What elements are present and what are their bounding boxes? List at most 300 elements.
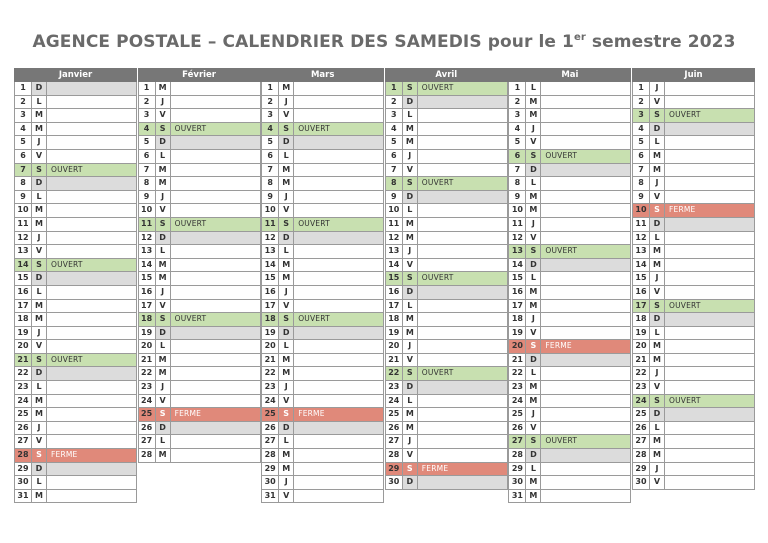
weekday-letter: V [156,204,171,217]
day-number: 15 [262,272,279,285]
day-number: 1 [139,82,156,95]
weekday-letter: V [156,300,171,313]
status-open: OUVERT [51,164,83,174]
day-number: 10 [509,204,526,217]
day-row [261,354,384,368]
weekday-letter: M [156,177,171,190]
day-row [261,435,384,449]
day-number: 23 [262,381,279,394]
day-number: 31 [15,490,32,503]
day-number: 16 [15,286,32,299]
day-row [385,313,508,327]
day-number: 25 [262,408,279,421]
weekday-letter: L [156,150,171,163]
weekday-letter: L [279,150,294,163]
day-row [508,136,631,150]
weekday-letter: V [526,136,541,149]
weekday-letter: M [32,204,47,217]
day-number: 22 [262,367,279,380]
status-open: OUVERT [298,123,330,133]
day-number: 4 [633,123,650,136]
day-number: 6 [15,150,32,163]
day-row [14,395,137,409]
day-number: 21 [386,354,403,367]
day-row [14,204,137,218]
day-number: 11 [633,218,650,231]
day-row [14,245,137,259]
day-row [261,463,384,477]
weekday-letter: L [650,327,665,340]
day-row [508,449,631,463]
month-header: Février [138,68,261,82]
day-row [508,422,631,436]
weekday-letter: D [526,259,541,272]
weekday-letter: D [650,313,665,326]
day-row [508,232,631,246]
weekday-letter: L [526,463,541,476]
day-number: 21 [15,354,32,367]
day-row [385,435,508,449]
day-number: 5 [139,136,156,149]
day-number: 24 [633,395,650,408]
weekday-letter: S [650,204,665,217]
weekday-letter: M [156,449,171,462]
weekday-letter: L [32,476,47,489]
page-title [0,32,768,52]
weekday-letter: M [32,109,47,122]
weekday-letter: V [279,395,294,408]
weekday-letter: M [156,367,171,380]
month-column [138,68,261,463]
status-open: OUVERT [421,368,454,378]
day-number: 8 [262,177,279,190]
day-row [14,96,137,110]
weekday-letter: M [32,490,47,503]
day-row [261,422,384,436]
day-row [261,476,384,490]
day-row [508,204,631,218]
day-number: 7 [509,164,526,177]
day-number: 13 [509,245,526,258]
day-number: 22 [386,367,403,380]
day-number: 10 [15,204,32,217]
weekday-letter: M [650,435,665,448]
day-row [138,449,261,463]
day-row [261,177,384,191]
day-row [14,109,137,123]
weekday-letter: M [650,259,665,272]
weekday-letter: V [403,259,418,272]
day-number: 23 [15,381,32,394]
day-row [14,177,137,191]
weekday-letter: M [32,218,47,231]
day-number: 23 [139,381,156,394]
day-row [508,395,631,409]
weekday-letter: M [403,422,418,435]
weekday-letter: S [403,82,418,95]
day-row [14,136,137,150]
weekday-letter: L [32,96,47,109]
status-closed: FERME [51,450,78,460]
day-row [14,259,137,273]
day-number: 3 [386,109,403,122]
weekday-letter: S [156,408,171,421]
day-number: 30 [15,476,32,489]
weekday-letter: J [403,150,418,163]
weekday-letter: J [279,286,294,299]
day-row [632,82,755,96]
day-row [138,286,261,300]
month-column [14,68,137,503]
day-number: 11 [15,218,32,231]
weekday-letter: S [279,313,294,326]
weekday-letter: M [403,327,418,340]
day-row [632,272,755,286]
day-row [261,367,384,381]
title-main: AGENCE POSTALE – CALENDRIER DES SAMEDIS pour le 1 [32,32,574,52]
day-number: 8 [139,177,156,190]
day-row [14,435,137,449]
weekday-letter: S [650,109,665,122]
weekday-letter: M [650,164,665,177]
day-number: 30 [509,476,526,489]
day-number: 2 [509,96,526,109]
day-row [138,82,261,96]
day-row [14,354,137,368]
day-number: 24 [139,395,156,408]
weekday-letter: V [650,96,665,109]
weekday-letter: M [403,136,418,149]
day-number: 9 [15,191,32,204]
day-row [385,123,508,137]
weekday-letter: S [526,340,541,353]
day-number: 19 [633,327,650,340]
weekday-letter: J [279,96,294,109]
day-number: 29 [15,463,32,476]
day-number: 17 [262,300,279,313]
day-row [385,150,508,164]
day-row [508,435,631,449]
weekday-letter: L [403,204,418,217]
status-open: OUVERT [174,123,207,133]
day-row [14,82,137,96]
weekday-letter: J [526,313,541,326]
weekday-letter: M [526,204,541,217]
day-row [632,354,755,368]
day-row [138,177,261,191]
day-row [385,449,508,463]
day-row [508,272,631,286]
day-number: 27 [386,435,403,448]
weekday-letter: D [650,408,665,421]
weekday-letter: V [403,354,418,367]
weekday-letter: J [156,286,171,299]
day-number: 10 [633,204,650,217]
weekday-letter: V [650,191,665,204]
status-open: OUVERT [298,218,330,228]
weekday-letter: M [650,150,665,163]
day-row [385,191,508,205]
day-number: 25 [633,408,650,421]
day-row [632,96,755,110]
day-number: 8 [633,177,650,190]
day-number: 12 [262,232,279,245]
weekday-letter: J [403,435,418,448]
day-number: 27 [262,435,279,448]
weekday-letter: M [156,272,171,285]
weekday-letter: L [526,177,541,190]
day-number: 7 [262,164,279,177]
day-row [632,422,755,436]
day-row [385,408,508,422]
day-row [508,476,631,490]
day-number: 4 [386,123,403,136]
day-number: 10 [139,204,156,217]
day-row [14,123,137,137]
day-number: 12 [509,232,526,245]
day-row [14,422,137,436]
day-number: 20 [386,340,403,353]
weekday-letter: J [279,476,294,489]
title-superscript: er [573,32,586,43]
day-number: 15 [509,272,526,285]
day-number: 20 [262,340,279,353]
status-open: OUVERT [51,259,83,269]
weekday-letter: S [32,259,47,272]
day-number: 2 [262,96,279,109]
day-number: 6 [509,150,526,163]
status-open: OUVERT [421,178,454,188]
weekday-letter: V [279,300,294,313]
weekday-letter: L [526,82,541,95]
day-number: 30 [262,476,279,489]
weekday-letter: M [279,272,294,285]
weekday-letter: J [650,367,665,380]
day-number: 11 [386,218,403,231]
day-number: 23 [386,381,403,394]
day-row [632,449,755,463]
day-row [14,476,137,490]
day-number: 22 [509,367,526,380]
day-row [632,136,755,150]
day-number: 24 [386,395,403,408]
weekday-letter: L [279,435,294,448]
weekday-letter: S [156,218,171,231]
day-number: 5 [262,136,279,149]
status-open: OUVERT [421,273,454,283]
weekday-letter: S [403,177,418,190]
weekday-letter: L [650,232,665,245]
status-open: OUVERT [174,218,207,228]
day-row [632,232,755,246]
weekday-letter: S [526,150,541,163]
day-number: 13 [633,245,650,258]
weekday-letter: V [403,449,418,462]
weekday-letter: S [279,123,294,136]
day-number: 25 [509,408,526,421]
day-number: 16 [262,286,279,299]
weekday-letter: V [526,327,541,340]
day-row [508,313,631,327]
day-number: 21 [139,354,156,367]
weekday-letter: M [156,82,171,95]
day-row [508,408,631,422]
day-number: 23 [633,381,650,394]
day-row [261,300,384,314]
day-row [632,313,755,327]
weekday-letter: D [403,191,418,204]
day-number: 16 [633,286,650,299]
weekday-letter: L [526,272,541,285]
day-number: 12 [15,232,32,245]
day-number: 13 [15,245,32,258]
day-row [508,177,631,191]
day-row [632,164,755,178]
day-row [14,327,137,341]
calendar-grid [14,68,755,527]
weekday-letter: M [650,245,665,258]
day-number: 23 [509,381,526,394]
weekday-letter: M [526,300,541,313]
month-column [508,68,631,503]
day-row [385,354,508,368]
weekday-letter: M [526,395,541,408]
day-row [508,96,631,110]
weekday-letter: J [32,327,47,340]
weekday-letter: M [156,354,171,367]
day-number: 5 [509,136,526,149]
day-number: 7 [139,164,156,177]
weekday-letter: J [403,340,418,353]
weekday-letter: D [32,367,47,380]
day-number: 7 [633,164,650,177]
day-number: 14 [262,259,279,272]
day-number: 28 [386,449,403,462]
day-row [508,463,631,477]
day-number: 18 [633,313,650,326]
weekday-letter: M [526,381,541,394]
day-row [138,164,261,178]
day-number: 19 [509,327,526,340]
day-row [632,340,755,354]
weekday-letter: S [32,354,47,367]
weekday-letter: V [32,435,47,448]
day-row [138,435,261,449]
day-number: 14 [139,259,156,272]
weekday-letter: S [403,463,418,476]
day-number: 12 [139,232,156,245]
weekday-letter: M [526,490,541,503]
day-number: 5 [386,136,403,149]
day-number: 29 [509,463,526,476]
day-number: 27 [15,435,32,448]
weekday-letter: J [156,96,171,109]
weekday-letter: J [32,136,47,149]
weekday-letter: J [156,191,171,204]
day-number: 27 [633,435,650,448]
day-number: 3 [633,109,650,122]
weekday-letter: S [526,435,541,448]
weekday-letter: S [156,123,171,136]
day-row [14,300,137,314]
day-row [138,327,261,341]
weekday-letter: M [279,463,294,476]
day-row [138,395,261,409]
day-row [508,490,631,504]
day-number: 26 [633,422,650,435]
day-row [385,463,508,477]
day-number: 2 [633,96,650,109]
day-number: 20 [509,340,526,353]
weekday-letter: D [403,286,418,299]
day-number: 1 [15,82,32,95]
weekday-letter: S [279,408,294,421]
day-row [508,367,631,381]
weekday-letter: M [526,476,541,489]
day-number: 27 [139,435,156,448]
weekday-letter: M [279,82,294,95]
day-number: 18 [262,313,279,326]
day-row [138,232,261,246]
day-row [14,463,137,477]
weekday-letter: D [526,449,541,462]
day-row [385,82,508,96]
status-open: OUVERT [669,395,701,405]
day-row [14,490,137,504]
day-row [385,177,508,191]
weekday-letter: J [526,408,541,421]
weekday-letter: D [650,123,665,136]
day-number: 12 [633,232,650,245]
weekday-letter: M [650,449,665,462]
day-number: 22 [15,367,32,380]
day-number: 15 [15,272,32,285]
weekday-letter: L [526,367,541,380]
day-row [261,109,384,123]
day-row [261,408,384,422]
day-number: 9 [509,191,526,204]
weekday-letter: J [32,422,47,435]
day-row [261,490,384,504]
weekday-letter: D [279,232,294,245]
weekday-letter: M [526,191,541,204]
weekday-letter: M [156,164,171,177]
day-number: 7 [15,164,32,177]
weekday-letter: M [650,340,665,353]
weekday-letter: V [650,381,665,394]
day-row [508,150,631,164]
day-number: 3 [262,109,279,122]
day-number: 4 [139,123,156,136]
day-number: 13 [139,245,156,258]
weekday-letter: M [526,96,541,109]
weekday-letter: L [32,191,47,204]
day-number: 4 [509,123,526,136]
day-number: 28 [15,449,32,462]
weekday-letter: V [279,490,294,503]
weekday-letter: V [403,164,418,177]
day-number: 28 [262,449,279,462]
weekday-letter: L [32,381,47,394]
day-row [261,313,384,327]
day-row [508,354,631,368]
day-number: 16 [509,286,526,299]
weekday-letter: M [279,354,294,367]
day-number: 2 [15,96,32,109]
day-number: 24 [15,395,32,408]
weekday-letter: D [526,354,541,367]
day-number: 18 [15,313,32,326]
